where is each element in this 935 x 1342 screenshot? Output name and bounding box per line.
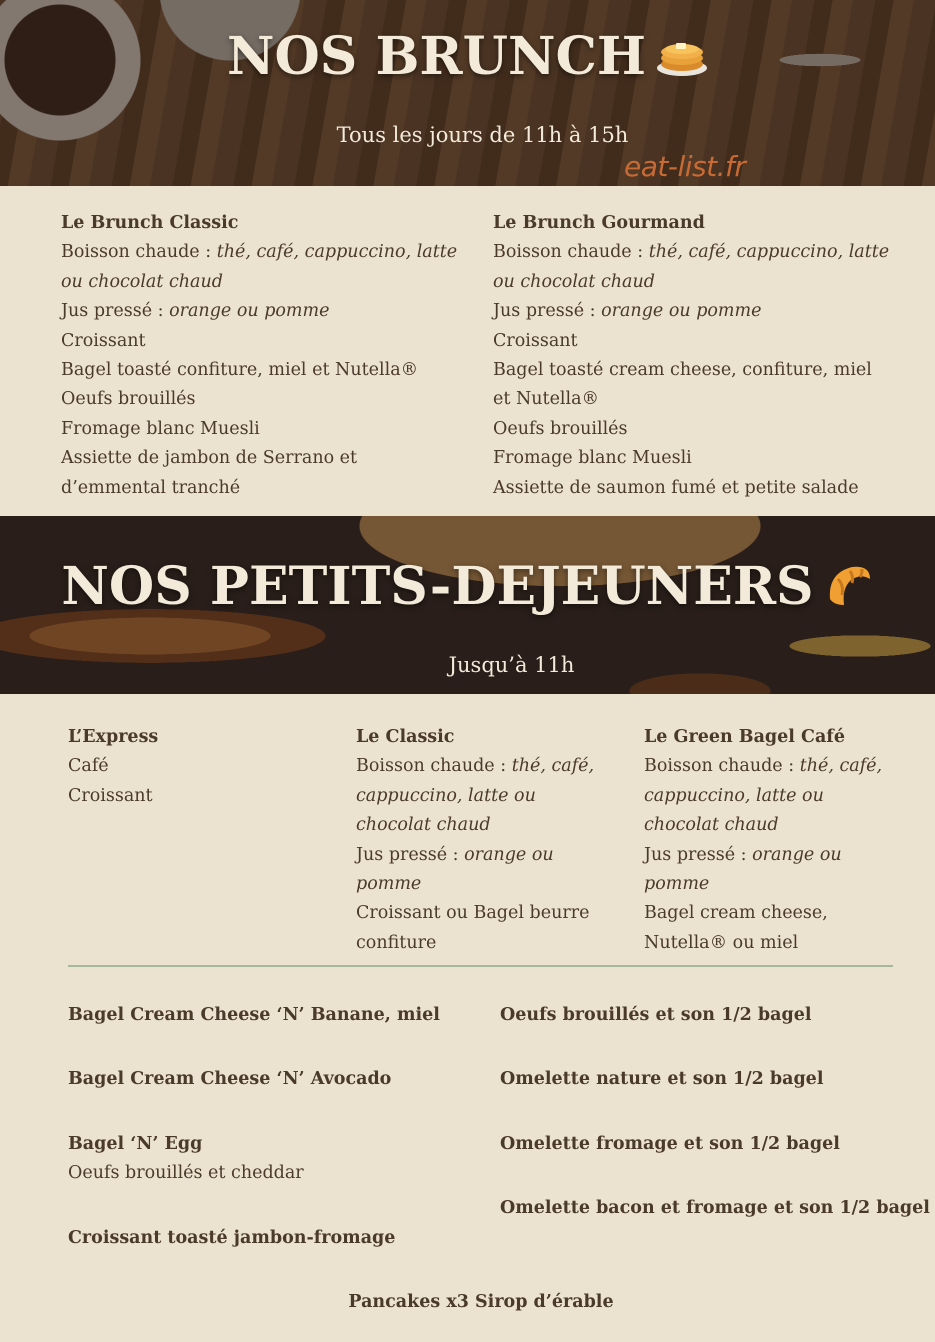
menu-line: Bagel toasté cream cheese, confiture, miel et Nutella® [493,360,872,410]
menu-title: Le Green Bagel Café [644,727,845,747]
menu-line: Jus pressé : orange ou pomme [61,301,330,322]
brunch-title [0,26,935,91]
menu-line: Fromage blanc Muesli [493,448,692,469]
menu-line: Croissant [493,330,578,351]
menu-line: Croissant [68,785,153,806]
menu-title: L’Express [68,727,159,747]
menu-title: Le Classic [356,727,455,747]
brunch-hero-banner [0,0,935,186]
menu-line: Bagel cream cheese, Nutella® ou miel [644,903,828,953]
section-divider [68,965,893,967]
menu-brunch-gourmand [493,209,893,503]
menu-line: Boisson chaude : thé, café, cappuccino, latte ou chocolat chaud [61,242,458,292]
menu-line: Assiette de saumon fumé et petite salade [493,477,859,498]
breakfast-title [0,556,935,622]
menu-title: Le Brunch Gourmand [493,213,705,233]
menu-line: Boisson chaude : thé, café, cappuccino, latte ou chocolat chaud [493,242,890,292]
breakfast-subtitle: Jusqu’à 11h [448,653,575,677]
extra-item-title: Bagel Cream Cheese ‘N’ Avocado [68,1069,392,1089]
breakfast-hero-banner [0,516,935,694]
extra-item-title: Bagel Cream Cheese ‘N’ Banane, miel [68,1005,440,1025]
menu-line: Croissant [61,330,146,351]
menu-line: Oeufs brouillés [61,389,196,410]
menu-express [68,723,328,811]
extra-item-title: Oeufs brouillés et son 1/2 bagel [500,1005,812,1025]
menu-line: Jus pressé : orange ou pomme [493,301,762,322]
menu-line: Assiette de jambon de Serrano et d’emmental tranché [61,448,358,498]
menu-line: Boisson chaude : thé, café, cappuccino, latte ou chocolat chaud [644,756,883,836]
brunch-subtitle: Tous les jours de 11h à 15h [336,123,629,147]
menu-line: Oeufs brouillés [493,418,628,439]
brunch-title-text: NOS BRUNCH [226,26,647,87]
menu-brunch-classic [61,209,461,503]
menu-title: Le Brunch Classic [61,213,239,233]
menu-line: Café [68,756,109,777]
menu-line: Boisson chaude : thé, café, cappuccino, latte ou chocolat chaud [356,756,595,836]
menu-line: Croissant ou Bagel beurre confiture [356,903,590,953]
croissant-icon [824,559,874,622]
menu-green-bagel-cafe [644,723,884,958]
menu-line: Fromage blanc Muesli [61,418,260,439]
extra-item-title: Omelette fromage et son 1/2 bagel [500,1134,840,1154]
menu-line: Jus pressé : orange ou pomme [356,844,554,895]
pancake-icon [656,30,708,91]
extra-item-title-pancakes: Pancakes x3 Sirop d’érable [348,1292,614,1312]
extra-item-title: Omelette bacon et fromage et son 1/2 bagel [500,1198,930,1218]
extra-item-title: Omelette nature et son 1/2 bagel [500,1069,824,1089]
extra-item-description: Oeufs brouillés et cheddar [68,1163,304,1183]
watermark: eat-list.fr [624,150,746,183]
extra-item-title: Bagel ‘N’ Egg [68,1134,203,1154]
menu-line: Jus pressé : orange ou pomme [644,844,842,895]
extra-item-title: Croissant toasté jambon-fromage [68,1228,396,1248]
menu-line: Bagel toasté confiture, miel et Nutella® [61,360,419,381]
menu-classic [356,723,596,958]
breakfast-title-text: NOS PETITS-DEJEUNERS [61,556,814,617]
